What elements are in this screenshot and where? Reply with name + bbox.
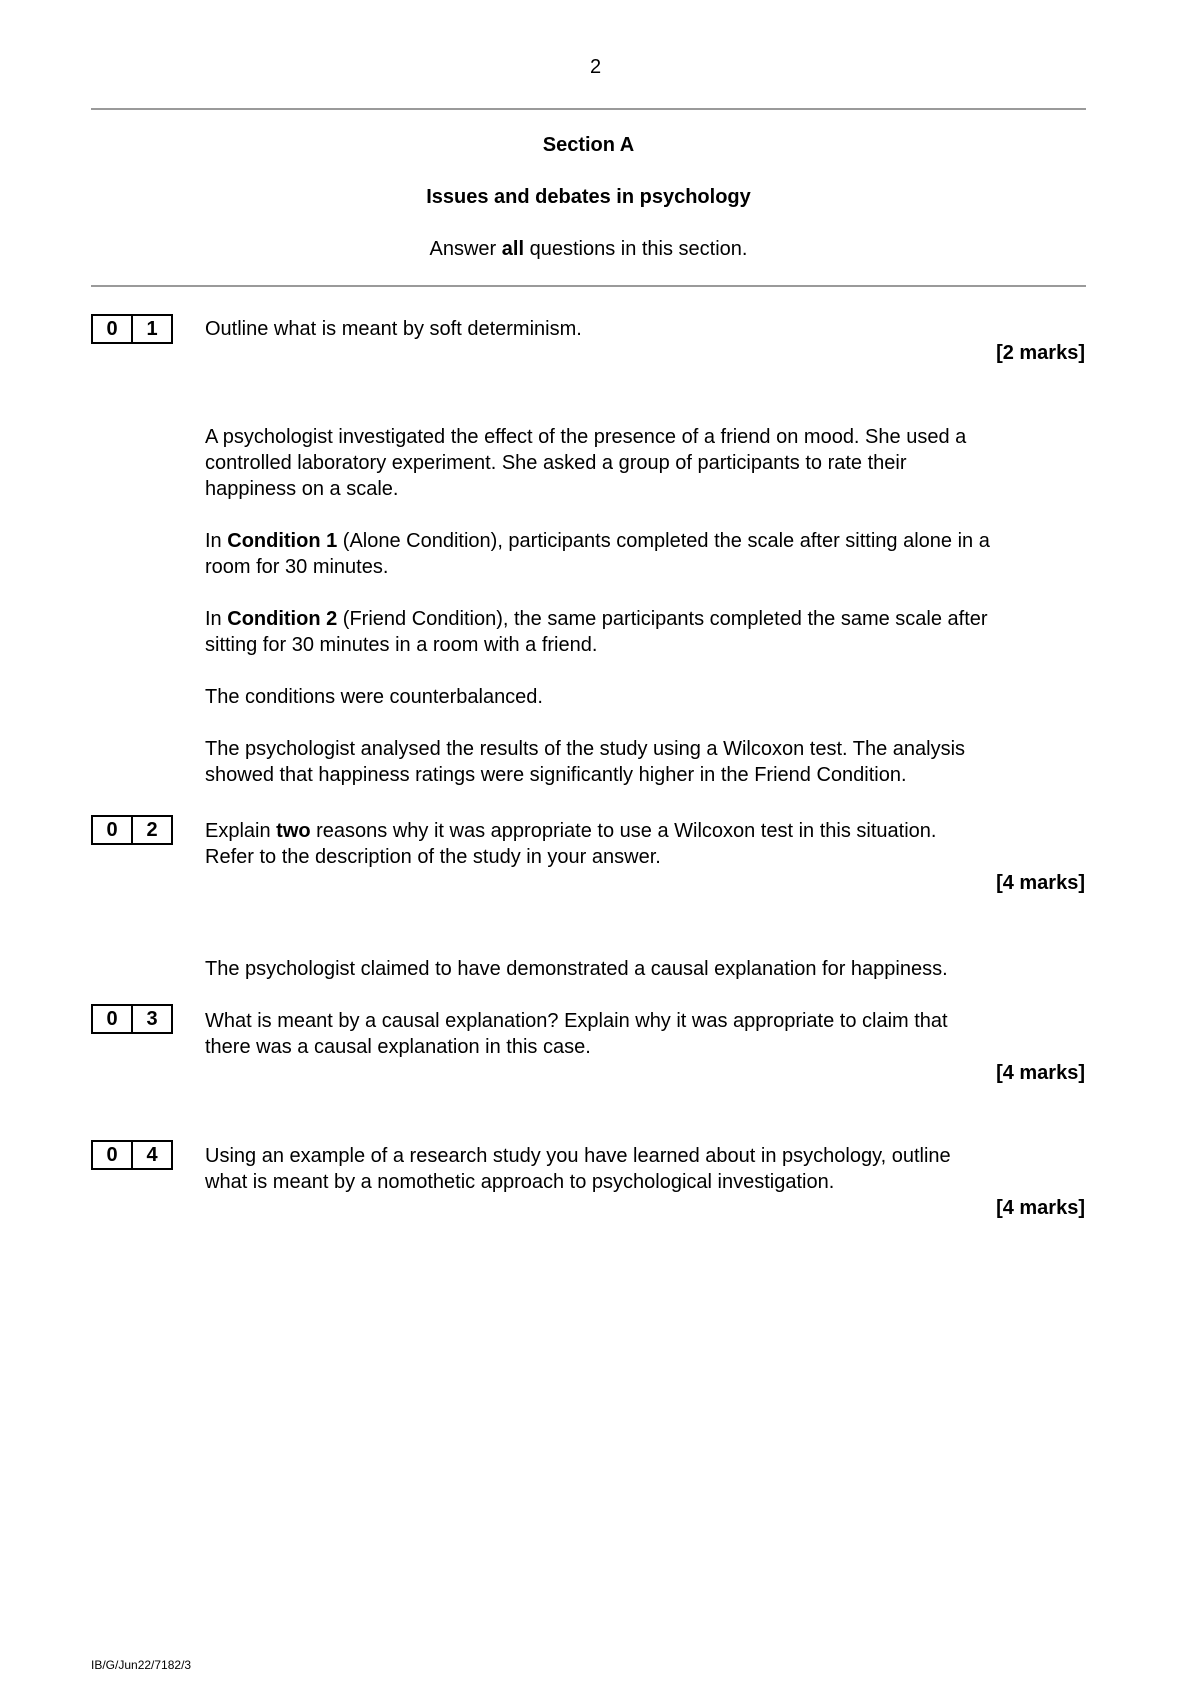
page-number: 2	[589, 56, 602, 78]
question-04-line-2: what is meant by a nomothetic approach to psychological investigation.	[205, 1171, 835, 1193]
question-digit: 1	[133, 314, 173, 344]
stem-causal-claim: The psychologist claimed to have demonstrated a causal explanation for happiness.	[205, 958, 948, 980]
question-03-line-1: What is meant by a causal explanation? Explain why it was appropriate to claim that	[205, 1010, 948, 1032]
q02-pre: Explain	[205, 820, 277, 842]
question-03-line-2: there was a causal explanation in this case.	[205, 1036, 591, 1058]
instruction-text-bold: all	[501, 238, 525, 260]
section-title: Section A	[542, 134, 635, 156]
stem-condition-2	[205, 606, 1085, 658]
stem-line	[205, 606, 1085, 632]
section-instruction	[91, 238, 1086, 261]
question-02-line-2: Refer to the description of the study in your answer.	[205, 846, 661, 868]
question-02-marks: [4 marks]	[996, 872, 1085, 894]
stem-line	[205, 528, 1085, 554]
question-digit: 0	[91, 815, 133, 845]
question-01-text: Outline what is meant by soft determinism.	[205, 318, 582, 340]
question-04-marks: [4 marks]	[996, 1197, 1085, 1219]
stem-line: room for 30 minutes.	[205, 556, 389, 578]
question-digit: 4	[133, 1140, 173, 1170]
question-04-line-1: Using an example of a research study you have learned about in psychology, outline	[205, 1145, 951, 1167]
stem-line: happiness on a scale.	[205, 478, 399, 500]
question-01-marks: [2 marks]	[996, 342, 1085, 364]
header-rule-top	[91, 108, 1086, 110]
question-digit: 0	[91, 314, 133, 344]
condition-1-text: (Alone Condition), participants completed the scale after sitting alone in a	[337, 530, 990, 552]
question-number-box-03	[91, 1004, 173, 1032]
section-topic: Issues and debates in psychology	[426, 186, 751, 208]
stem-condition-1	[205, 528, 1085, 580]
stem-counterbalanced: The conditions were counterbalanced.	[205, 686, 543, 708]
condition-2-label: Condition 2	[227, 608, 338, 630]
condition-1-pre: In	[205, 530, 228, 552]
stem-line: sitting for 30 minutes in a room with a friend.	[205, 634, 598, 656]
question-number-box-01	[91, 314, 173, 342]
question-02-text	[205, 818, 1085, 870]
question-digit: 3	[133, 1004, 173, 1034]
stem-line: A psychologist investigated the effect of the presence of a friend on mood. She used a	[205, 426, 967, 448]
condition-1-label: Condition 1	[227, 530, 338, 552]
stem-line: The psychologist analysed the results of the study using a Wilcoxon test. The analysis	[205, 738, 966, 760]
header-rule-bottom	[91, 285, 1086, 287]
question-02-line-1	[205, 818, 1085, 844]
question-number-box-02	[91, 815, 173, 843]
stem-paragraph-1	[205, 424, 1085, 502]
stem-line: showed that happiness ratings were significantly higher in the Friend Condition.	[205, 764, 907, 786]
q02-post: reasons why it was appropriate to use a Wilcoxon test in this situation.	[310, 820, 937, 842]
question-03-text	[205, 1008, 1085, 1060]
q02-bold: two	[276, 820, 311, 842]
instruction-text-post: questions in this section.	[524, 238, 748, 260]
question-digit: 2	[133, 815, 173, 845]
stem-paragraph-analysis	[205, 736, 1085, 788]
instruction-text-pre: Answer	[429, 238, 502, 260]
question-digit: 0	[91, 1140, 133, 1170]
footer-code: IB/G/Jun22/7182/3	[91, 1658, 192, 1672]
stem-line: controlled laboratory experiment. She asked a group of participants to rate their	[205, 452, 907, 474]
question-04-text	[205, 1143, 1085, 1195]
question-number-box-04	[91, 1140, 173, 1168]
question-digit: 0	[91, 1004, 133, 1034]
condition-2-text: (Friend Condition), the same participants completed the same scale after	[337, 608, 988, 630]
condition-2-pre: In	[205, 608, 228, 630]
question-03-marks: [4 marks]	[996, 1062, 1085, 1084]
